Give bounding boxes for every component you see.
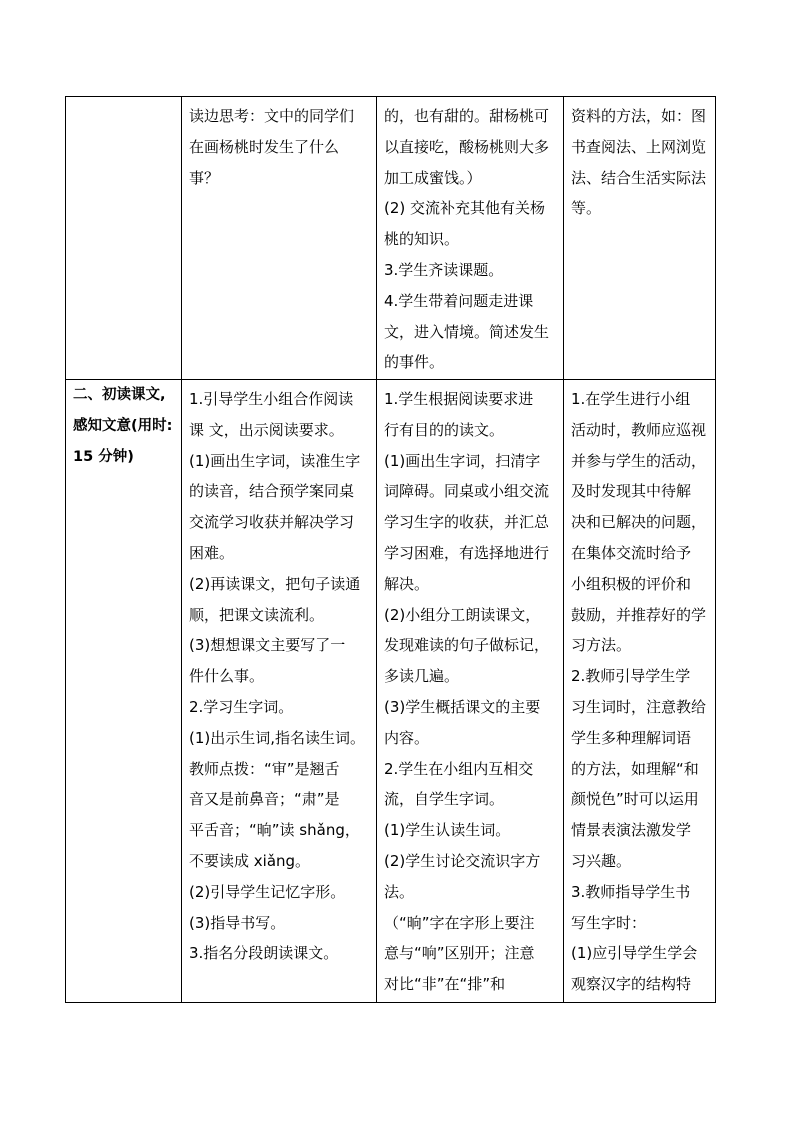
design-intent-line: 观察汉字的结构特 <box>571 975 692 994</box>
teacher-activity-line: 音又是前鼻音；“肃”是 <box>189 790 340 809</box>
design-intent-line: 的方法，如理解“和 <box>571 759 699 778</box>
student-activity-line: 发现难读的句子做标记， <box>384 636 550 655</box>
stage-label-line: 感知文意(用时: <box>73 417 173 434</box>
student-activity-line: 1.学生根据阅读要求进 <box>384 390 534 408</box>
teacher-activity-line: 3.指名分段朗读课文。 <box>189 944 339 963</box>
design-intent-line: 法、结合生活实际法 <box>571 168 707 187</box>
student-activity-line: （“晌”字在字形上要注 <box>384 913 535 932</box>
design-intent-line: 及时发现其中待解 <box>571 482 692 501</box>
design-intent-line: 小组积极的评价和 <box>571 574 692 593</box>
design-intent-line: 学生多种理解词语 <box>571 728 692 747</box>
design-intent-line: 资料的方法，如：图 <box>571 107 707 125</box>
student-activity-cell <box>377 380 564 1003</box>
teacher-activity-cell <box>182 380 377 1003</box>
teacher-activity-line: 交流学习收获并解决学习 <box>189 513 355 532</box>
student-activity-line: 对比“非”在“排”和 <box>384 975 506 994</box>
design-intent-line: 习方法。 <box>571 636 632 655</box>
teacher-activity-line: 顺，把课文读流利。 <box>189 605 325 624</box>
student-activity-line: 词障碍。同桌或小组交流 <box>384 482 550 501</box>
student-activity-line: 内容。 <box>384 728 430 747</box>
teacher-activity-line: (2)再读课文，把句子读通 <box>189 574 361 593</box>
teacher-activity-cell <box>182 97 377 380</box>
design-intent-line: 写生字时： <box>571 913 647 932</box>
design-intent-cell <box>564 380 716 1003</box>
teacher-activity-line: 2.学习生字词。 <box>189 697 294 716</box>
teacher-activity-line: 在画杨桃时发生了什么 <box>189 137 340 156</box>
design-intent-cell <box>564 97 716 380</box>
student-activity-line: 行有目的的读文。 <box>384 420 505 439</box>
teacher-activity-line: 的读音，结合预学案同桌 <box>189 482 355 501</box>
teacher-activity-line: 平舌音；“晌”读 shǎng， <box>189 821 360 840</box>
table-row <box>66 380 716 1003</box>
table-row <box>66 97 716 380</box>
design-intent-line: 习生词时，注意教给 <box>571 697 707 716</box>
design-intent-line: 习兴趣。 <box>571 851 632 870</box>
student-activity-line: 4.学生带着问题走进课 <box>384 291 534 310</box>
design-intent-line: 2.教师引导学生学 <box>571 667 691 686</box>
teacher-activity-line: (1)出示生词,指名读生词。 <box>189 728 366 747</box>
stage-cell <box>66 97 182 380</box>
student-activity-line: 以直接吃，酸杨桃则大多 <box>384 137 550 156</box>
student-activity-line: 解决。 <box>384 574 430 593</box>
student-activity-line: 桃的知识。 <box>384 230 460 249</box>
student-activity-line: (2) 交流补充其他有关杨 <box>384 199 546 218</box>
student-activity-line: (2)小组分工朗读课文， <box>384 605 541 624</box>
student-activity-line: (1)画出生字词，扫清字 <box>384 451 541 470</box>
teacher-activity-line: 课 文，出示阅读要求。 <box>189 420 344 439</box>
student-activity-line: 的，也有甜的。甜杨桃可 <box>384 107 550 125</box>
teacher-activity-line: (3)想想课文主要写了一 <box>189 636 346 655</box>
student-activity-line: 3.学生齐读课题。 <box>384 260 504 279</box>
stage-cell <box>66 380 182 1003</box>
teacher-activity-line: 1.引导学生小组合作阅读 <box>189 390 354 408</box>
design-intent-line: 书查阅法、上网浏览 <box>571 137 707 156</box>
teacher-activity-line: 件什么事。 <box>189 667 265 686</box>
student-activity-line: 2.学生在小组内互相交 <box>384 759 534 778</box>
design-intent-line: 情景表演法激发学 <box>571 821 692 840</box>
student-activity-line: (2)学生讨论交流识字方 <box>384 851 541 870</box>
student-activity-line: 加工成蜜饯。） <box>384 168 482 187</box>
teacher-activity-line: (1)画出生字词，读准生字 <box>189 451 361 470</box>
stage-label-line: 15 分钟) <box>73 448 134 465</box>
design-intent-line: (1)应引导学生学会 <box>571 944 698 963</box>
design-intent-line: 活动时，教师应巡视 <box>571 420 707 439</box>
design-intent-line: 3.教师指导学生书 <box>571 882 691 901</box>
design-intent-line: 在集体交流时给予 <box>571 543 692 562</box>
design-intent-line: 鼓励，并推荐好的学 <box>571 605 707 624</box>
teacher-activity-line: 困难。 <box>189 543 235 562</box>
design-intent-line: 等。 <box>571 199 602 218</box>
teacher-activity-line: (2)引导学生记忆字形。 <box>189 882 346 901</box>
student-activity-line: 意与“响”区别开；注意 <box>384 944 535 963</box>
student-activity-line: 流，自学生字词。 <box>384 790 505 809</box>
student-activity-line: 学习生字的收获，并汇总 <box>384 513 550 532</box>
lesson-plan-table <box>65 96 716 1003</box>
student-activity-cell <box>377 97 564 380</box>
student-activity-line: 的事件。 <box>384 353 445 372</box>
design-intent-line: 并参与学生的活动， <box>571 451 707 470</box>
teacher-activity-line: (3)指导书写。 <box>189 913 286 932</box>
design-intent-line: 颜悦色”时可以运用 <box>571 790 699 809</box>
design-intent-line: 1.在学生进行小组 <box>571 390 691 408</box>
design-intent-line: 决和已解决的问题， <box>571 513 707 532</box>
student-activity-line: (3)学生概括课文的主要 <box>384 697 541 716</box>
student-activity-line: 法。 <box>384 882 415 901</box>
teacher-activity-line: 事？ <box>189 168 220 187</box>
student-activity-line: (1)学生认读生词。 <box>384 821 511 840</box>
teacher-activity-line: 读边思考：文中的同学们 <box>189 107 355 125</box>
student-activity-line: 学习困难，有选择地进行 <box>384 543 550 562</box>
teacher-activity-line: 不要读成 xiǎng。 <box>189 851 311 870</box>
stage-label-line: 二、初读课文, <box>73 387 166 403</box>
student-activity-line: 多读几遍。 <box>384 667 460 686</box>
student-activity-line: 文，进入情境。简述发生 <box>384 322 550 341</box>
teacher-activity-line: 教师点拨：“审”是翘舌 <box>189 759 340 778</box>
